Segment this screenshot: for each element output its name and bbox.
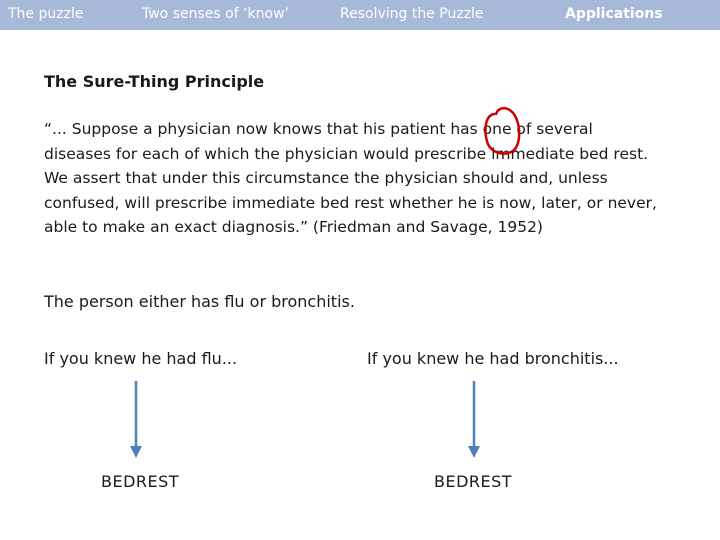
nav-tab-two-senses-of-know[interactable]: Two senses of ‘know’ (142, 6, 289, 22)
right-case-text: If you knew he had bronchitis... (367, 349, 619, 368)
left-case-text: If you knew he had flu... (44, 349, 238, 368)
friedman-savage-quote: “... Suppose a physician now knows that his patient has one of several diseases for each of which the physician would prescribe immediate bed rest. We assert that under this circumstance the physician should and, unless confused, will prescribe immediate bed rest whether he is now, later, or never, able to make an exact diagnosis.” (Friedman and Savage, 1952) (44, 120, 657, 236)
left-result-bedrest: BEDREST (101, 472, 180, 491)
nav-tab-the-puzzle[interactable]: The puzzle (8, 6, 84, 22)
right-down-arrow (468, 381, 480, 458)
nav-tab-applications[interactable]: Applications (565, 6, 663, 22)
nav-tab-resolving-the-puzzle[interactable]: Resolving the Puzzle (340, 6, 484, 22)
slide-heading: The Sure-Thing Principle (44, 72, 265, 91)
top-navigation-bar (0, 0, 720, 30)
premise-text: The person either has flu or bronchitis. (44, 292, 355, 311)
left-down-arrow (130, 381, 142, 458)
right-result-bedrest: BEDREST (434, 472, 513, 491)
